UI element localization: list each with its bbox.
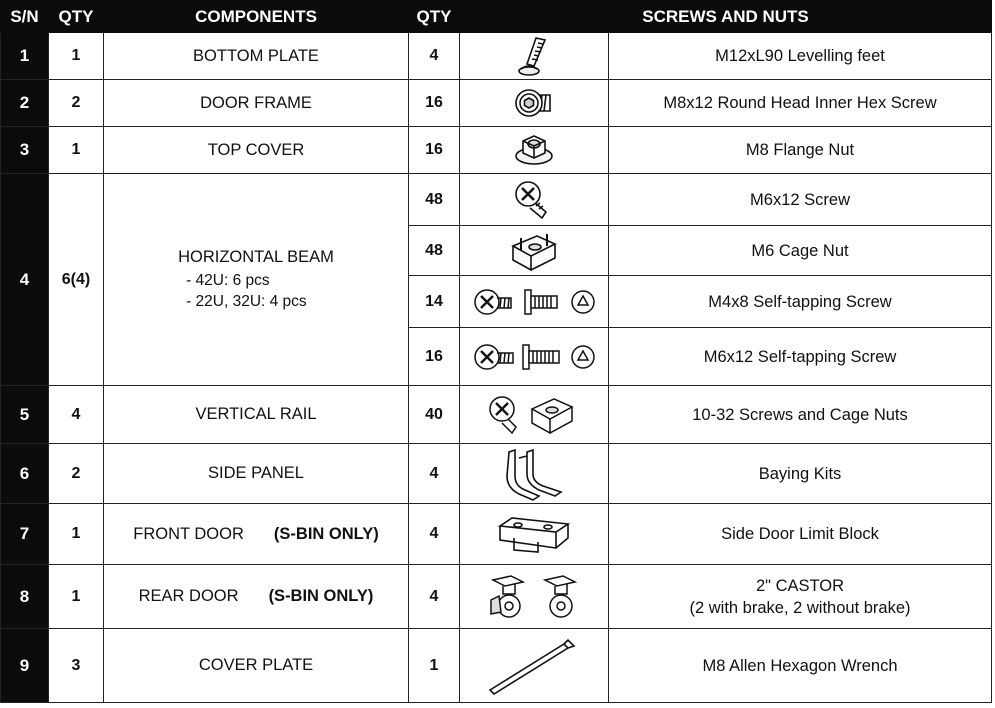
baying-kit-icon [499,446,569,502]
table-row [1,565,992,629]
hardware-qty: 40 [409,386,460,444]
hardware-description-line: 2" CASTOR [755,576,845,595]
component-name: SIDE PANEL [104,444,409,504]
allen-wrench-icon [484,634,584,698]
sn-cell: 6 [1,444,49,504]
hardware-qty: 1 [409,629,460,703]
component-qty: 2 [49,80,104,127]
cage-nut-icon [507,230,561,272]
hardware-image [460,80,609,127]
hardware-image [460,276,609,328]
component-qty: 6(4) [49,174,104,386]
round-head-hex-screw-icon [512,83,556,123]
table-row [1,629,992,703]
hardware-qty: 16 [409,127,460,174]
component-note: (S-BIN ONLY) [268,587,374,605]
component-name [104,504,409,565]
hardware-description: 10-32 Screws and Cage Nuts [609,386,992,444]
header-qty: QTY [49,1,104,33]
component-qty: 2 [49,444,104,504]
hardware-qty: 4 [409,444,460,504]
component-note: - 42U: 6 pcs [186,271,270,289]
hardware-qty: 4 [409,565,460,629]
hardware-qty: 16 [409,328,460,386]
hardware-description: Baying Kits [609,444,992,504]
sn-cell: 1 [1,33,49,80]
hardware-image [460,127,609,174]
horizontal-beam-text [178,248,334,312]
component-title: HORIZONTAL BEAM [178,247,334,266]
hardware-qty: 4 [409,504,460,565]
component-name: DOOR FRAME [104,80,409,127]
hardware-qty: 14 [409,276,460,328]
component-name: VERTICAL RAIL [104,386,409,444]
sn-cell: 3 [1,127,49,174]
hardware-image [460,226,609,276]
table-row [1,386,992,444]
hardware-description: M6 Cage Nut [609,226,992,276]
hardware-image [460,629,609,703]
hardware-image [460,328,609,386]
hardware-image [460,504,609,565]
sn-cell: 5 [1,386,49,444]
levelling-foot-icon [514,34,554,78]
hardware-image [460,565,609,629]
header-screws-nuts: SCREWS AND NUTS [460,1,992,33]
sn-cell: 4 [1,174,49,386]
hardware-description: M8 Allen Hexagon Wrench [609,629,992,703]
component-qty: 1 [49,504,104,565]
component-qty: 1 [49,127,104,174]
door-limit-block-icon [494,512,574,556]
header-screw-qty: QTY [409,1,460,33]
component-name: BOTTOM PLATE [104,33,409,80]
hardware-description: M12xL90 Levelling feet [609,33,992,80]
table-row [1,80,992,127]
hardware-description: Side Door Limit Block [609,504,992,565]
component-name: COVER PLATE [104,629,409,703]
hardware-description: M8 Flange Nut [609,127,992,174]
hardware-description [609,565,992,629]
self-tapping-screw-icon [467,337,601,377]
hardware-image [460,174,609,226]
sn-cell: 2 [1,80,49,127]
table-row [1,504,992,565]
header-row [1,1,992,33]
hardware-qty: 4 [409,33,460,80]
sn-cell: 8 [1,565,49,629]
hardware-image [460,444,609,504]
header-sn: S/N [1,1,49,33]
table-row [1,33,992,80]
flange-nut-icon [512,130,556,170]
table-row [1,127,992,174]
hardware-qty: 48 [409,226,460,276]
component-name: TOP COVER [104,127,409,174]
hardware-description: M8x12 Round Head Inner Hex Screw [609,80,992,127]
component-qty: 3 [49,629,104,703]
hardware-image [460,33,609,80]
hardware-qty: 16 [409,80,460,127]
component-qty: 4 [49,386,104,444]
header-components: COMPONENTS [104,1,409,33]
component-title: REAR DOOR [138,587,239,605]
sn-cell: 9 [1,629,49,703]
hardware-description-line: (2 with brake, 2 without brake) [689,598,911,617]
hardware-image [460,386,609,444]
table-row [1,444,992,504]
table-row [1,174,992,226]
component-name [104,174,409,386]
self-tapping-screw-icon [467,282,601,322]
component-qty: 1 [49,33,104,80]
hardware-description: M4x8 Self-tapping Screw [609,276,992,328]
screw-and-cage-nut-icon [486,391,582,439]
hardware-qty: 48 [409,174,460,226]
sn-cell: 7 [1,504,49,565]
component-note: (S-BIN ONLY) [273,524,379,543]
component-title: FRONT DOOR [133,524,244,543]
component-note: - 22U, 32U: 4 pcs [186,292,307,310]
phillips-screw-icon [512,178,556,222]
castor-icon [479,572,589,622]
hardware-description: M6x12 Screw [609,174,992,226]
component-name [104,565,409,629]
hardware-description: M6x12 Self-tapping Screw [609,328,992,386]
component-qty: 1 [49,565,104,629]
